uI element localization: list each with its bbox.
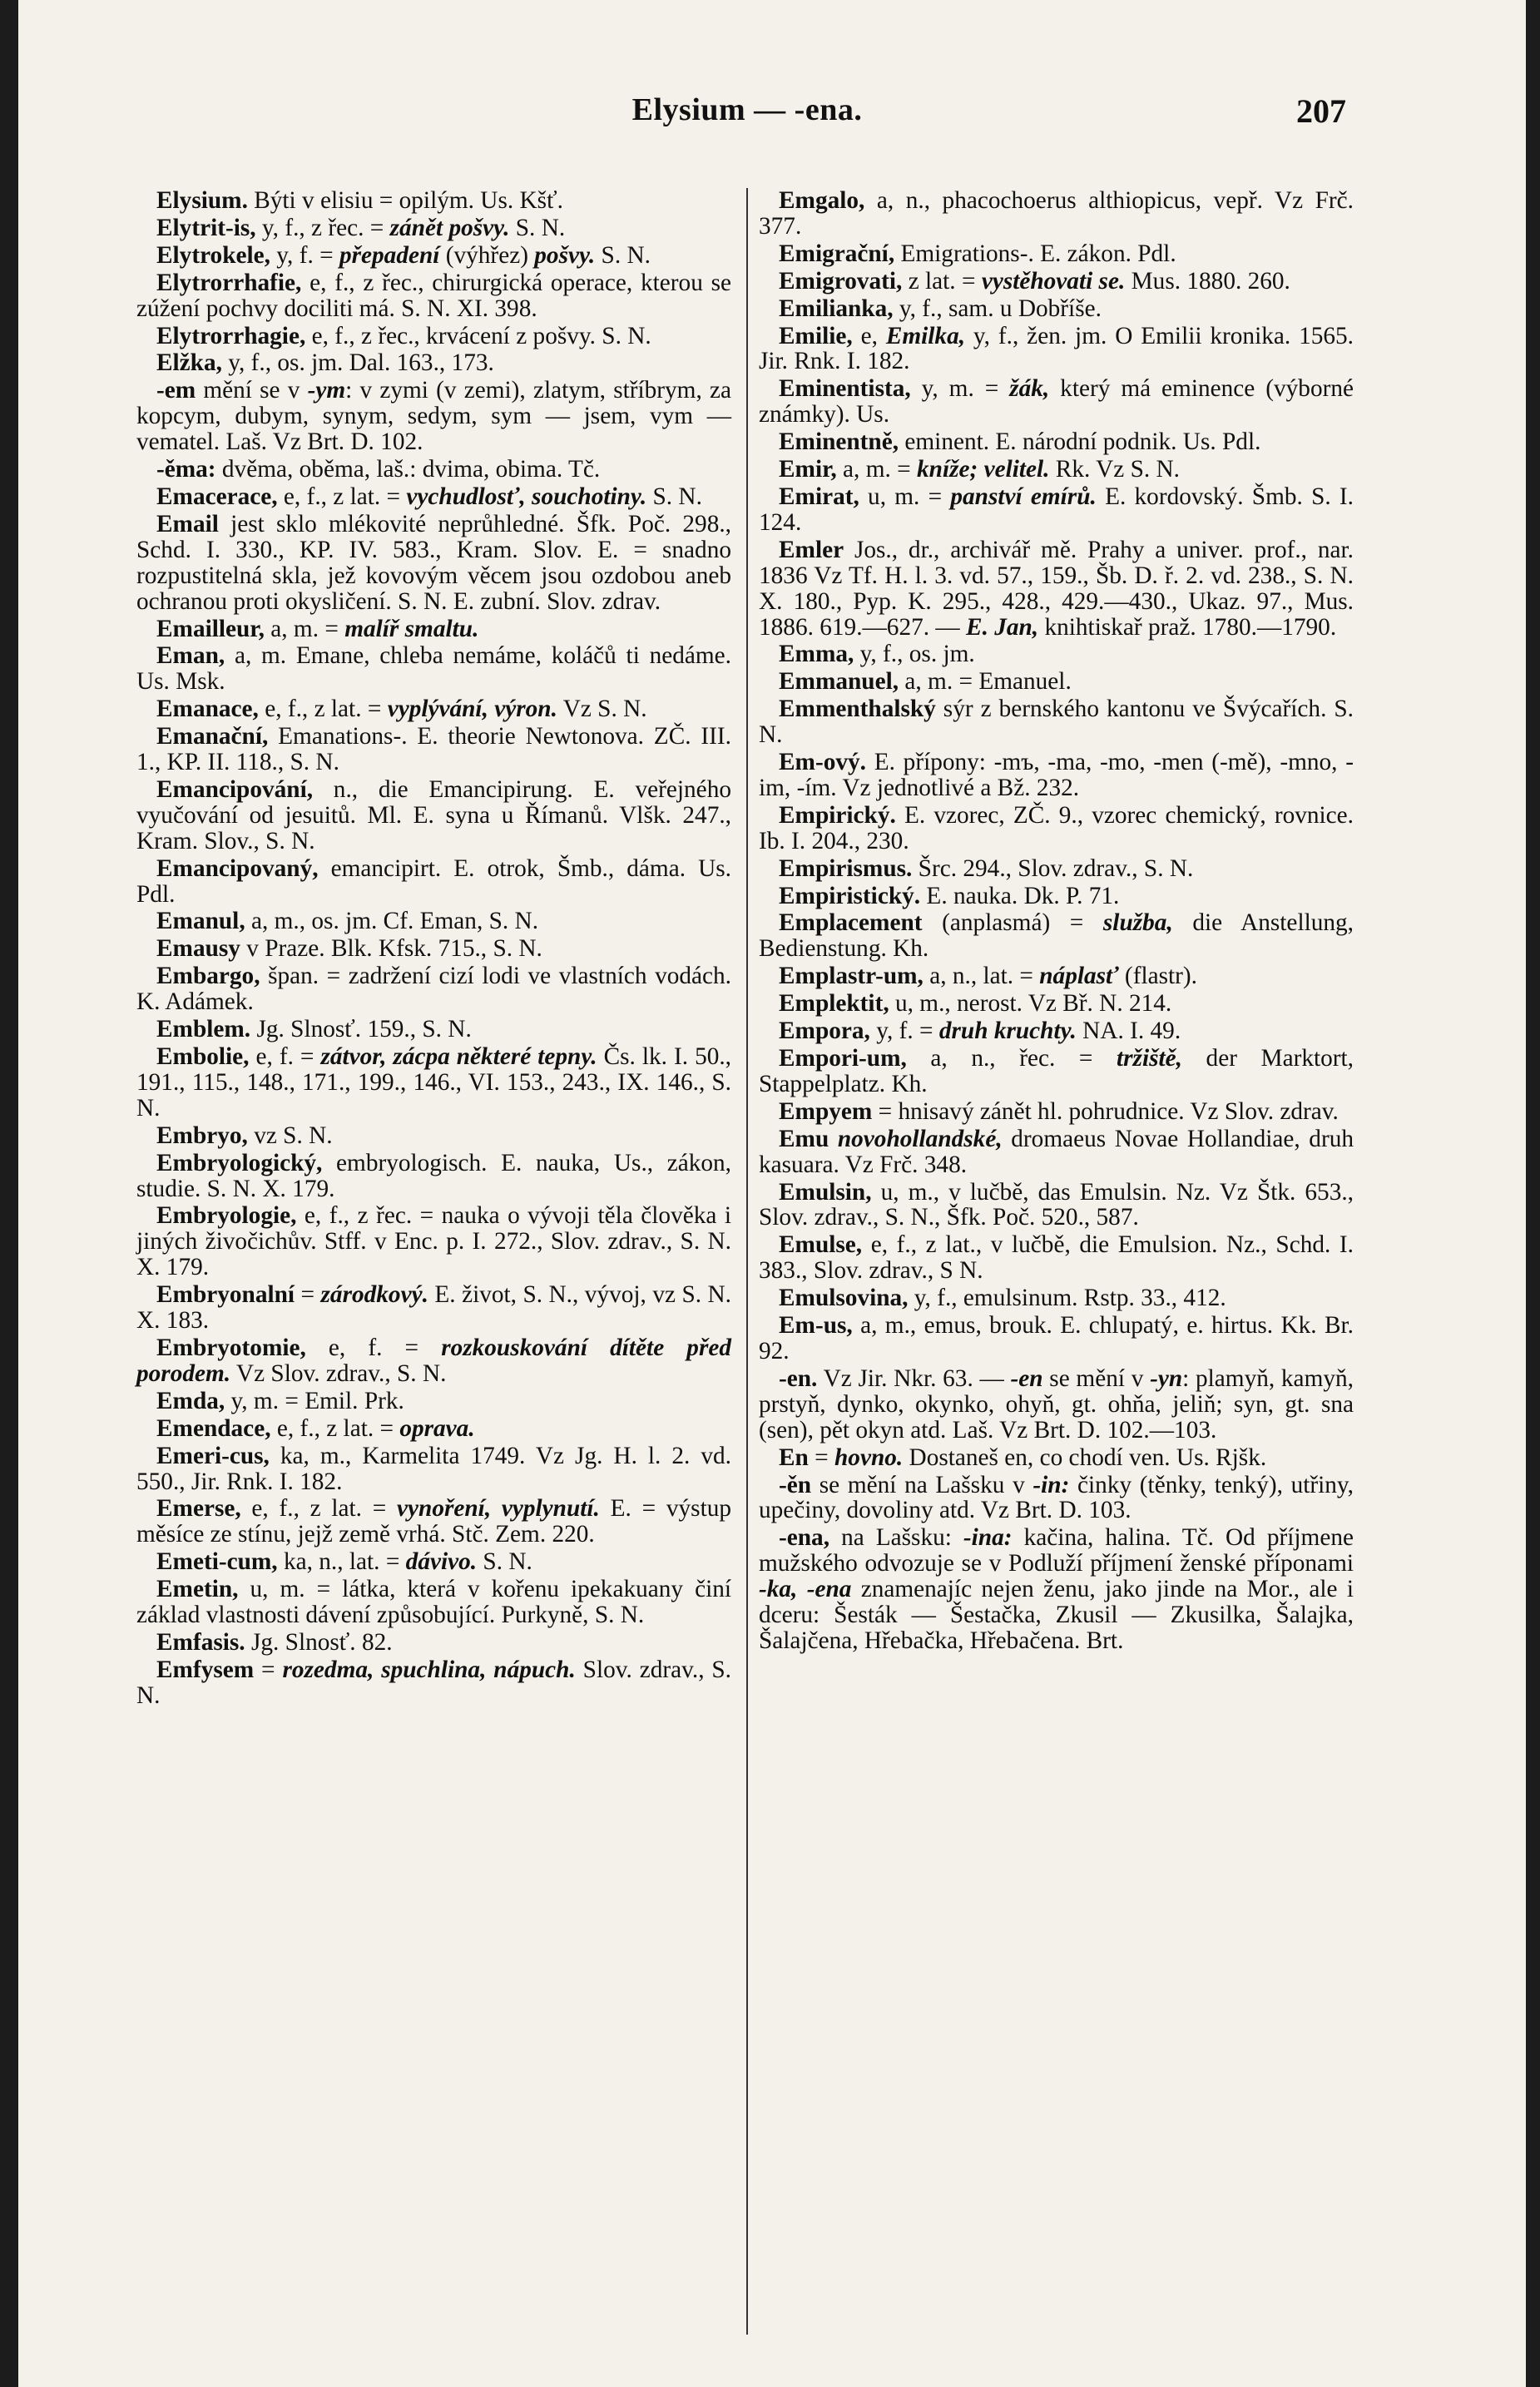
dictionary-entry (136, 512, 731, 615)
dictionary-entry (136, 1335, 731, 1387)
entry-text: Emigrations-. E. zákon. Pdl. (894, 240, 1176, 267)
entry-text: u, m., v lučbě, das Emulsin. Nz. Vz Štk. 653., Slov. zdrav., S. N., Šfk. Poč. 520., 587. (759, 1178, 1354, 1231)
entry-text: znamenajíc nejen ženu, jako jinde na Mor., ale i dceru: Šesták — Šestačka, Zkusil — Zkusilka, Šalajka, Šalajčena, Hřebačka, Hřebačena. Brt. (759, 1576, 1354, 1654)
entry-headword: -ena, (779, 1524, 830, 1552)
entry-headword: Embolie, (156, 1043, 250, 1070)
column-divider (746, 188, 748, 2335)
entry-headword: Emgalo, (779, 187, 865, 214)
entry-text: Čs. lk. I. 50., 191., 115., 148., 171., 199., 146., VI. 153., 243., IX. 146., S. N. (136, 1043, 732, 1122)
dictionary-entry (136, 617, 731, 642)
entry-headword: Emfasis. (156, 1628, 245, 1656)
dictionary-entry (136, 909, 731, 934)
dictionary-entry (759, 750, 1354, 801)
dictionary-entry (136, 936, 731, 962)
entry-text: (výhřez) (439, 241, 535, 269)
entry-headword: Emplacement (779, 909, 923, 937)
entry-text: mění se v (196, 377, 308, 404)
dictionary-entry (759, 1445, 1354, 1471)
entry-text: Jg. Slnosť. 82. (245, 1628, 393, 1656)
entry-text: a, n., řec. = (906, 1045, 1117, 1072)
entry-text: y, m. = Emil. Prk. (225, 1387, 404, 1414)
entry-text: Šrc. 294., Slov. zdrav., S. N. (912, 854, 1194, 882)
entry-gloss: přepadení (339, 241, 440, 269)
entry-gloss: služba, (1102, 909, 1173, 937)
entry-headword: Embryo, (156, 1122, 248, 1149)
entry-text: činky (těnky, tenký), utřiny, upečiny, dovoliny atd. Vz Brt. D. 103. (759, 1471, 1354, 1524)
dictionary-entry (136, 724, 731, 775)
dictionary-entry (759, 188, 1354, 240)
entry-headword: -ěn (779, 1471, 812, 1498)
entry-text: y, f., žen. jm. O Emilii kronika. 1565. Jir. Rnk. I. 182. (759, 322, 1354, 375)
dictionary-entry (136, 484, 731, 510)
entry-text (797, 1576, 806, 1602)
entry-text: emancipirt. E. otrok, Šmb., dáma. Us. Pdl. (136, 854, 731, 908)
entry-gloss: E. Jan, (966, 613, 1039, 641)
entry-text: e, f. = (305, 1334, 442, 1361)
dictionary-entry (759, 1232, 1354, 1284)
entry-text: špan. = zadržení cizí lodi ve vlastních vodách. K. Adámek. (136, 963, 731, 1016)
entry-text: y, f., emulsinum. Rstp. 33., 412. (908, 1285, 1226, 1312)
entry-headword: Elysium. (156, 187, 248, 214)
dictionary-entry (759, 669, 1354, 695)
entry-text: Vz S. N. (557, 696, 647, 723)
entry-text: S. N. (509, 214, 566, 241)
running-head: Elysium — -ena. (631, 92, 863, 127)
entry-text: y, f. = (869, 1018, 939, 1045)
dictionary-entry (136, 215, 731, 241)
entry-gloss: -ym (307, 377, 346, 404)
entry-text: y, f., sam. u Dobříše. (893, 295, 1102, 322)
dictionary-entry (136, 777, 731, 854)
entry-text: kačina, halina. Tč. Od příjmene mužského odvozuje se v Podluží příjmení ženské příponami (759, 1524, 1354, 1577)
entry-text: Slov. zdrav., S. N. (136, 1656, 732, 1709)
dictionary-entry (136, 696, 731, 722)
dictionary-entry (759, 457, 1354, 483)
entry-text: e, f., z lat. = (240, 1495, 398, 1523)
entry-text: e, f., z lat. = (277, 483, 407, 510)
entry-text: E. vzorec, ZČ. 9., vzorec chemický, rovnice. Ib. I. 204., 230. (759, 801, 1354, 854)
entry-text: se mění v (1042, 1364, 1151, 1392)
dictionary-entry (136, 378, 731, 455)
entry-text: Rk. Vz S. N. (1049, 456, 1181, 483)
dictionary-entry (136, 1151, 731, 1202)
entry-headword: Empirismus. (779, 854, 913, 882)
entry-headword: Emanační, (156, 723, 269, 750)
entry-gloss: novohollandské, (837, 1125, 1003, 1152)
entry-text: S. N. (646, 483, 702, 510)
entry-text: se mění na Lašsku v (811, 1471, 1033, 1498)
dictionary-entry (759, 484, 1354, 536)
dictionary-entry (136, 1657, 731, 1709)
entry-text: = (808, 1444, 835, 1471)
dictionary-entry (136, 1416, 731, 1442)
dictionary-entry (136, 457, 731, 483)
entry-headword: Embryonalní (156, 1281, 295, 1309)
entry-text: ka, n., lat. = (277, 1548, 406, 1576)
entry-headword: Elytrorrhafie, (156, 269, 302, 296)
dictionary-entry (759, 963, 1354, 989)
entry-text: ka, m., Karmelita 1749. Vz Jg. H. l. 2. vd. 550., Jir. Rnk. I. 182. (136, 1442, 731, 1495)
dictionary-entry (136, 1282, 731, 1334)
dictionary-entry (759, 910, 1354, 962)
entry-gloss: rozkouskování dítěte před porodem. (136, 1334, 731, 1387)
entry-headword: Elytrokele, (156, 241, 270, 269)
entry-headword: Emulsovina, (779, 1285, 909, 1312)
right-column (759, 188, 1354, 1656)
entry-gloss: malíř smaltu. (344, 615, 479, 642)
page-header (148, 92, 1346, 141)
entry-headword: Emendace, (156, 1414, 271, 1442)
entry-gloss: oprava. (399, 1414, 475, 1442)
dictionary-entry (136, 1496, 731, 1548)
page-number: 207 (1296, 92, 1346, 130)
dictionary-entry (759, 991, 1354, 1017)
entry-gloss: zátvor, zácpa některé tepny. (320, 1043, 597, 1070)
entry-text: : plamyň, kamyň, prstyň, dynko, okynko, ohyň, gt. ohňa, jeliň; syn, gt. sna (sen), pět okyn atd. Laš. Vz Brt. D. 102.—103. (759, 1364, 1354, 1444)
entry-text: Jg. Slnosť. 159., S. N. (250, 1016, 472, 1043)
entry-headword: Embryologie, (156, 1202, 297, 1230)
entry-headword: Elytrit-is, (156, 214, 256, 241)
dictionary-entry (759, 1366, 1354, 1444)
entry-text: dvěma, oběma, laš.: dvima, obima. Tč. (215, 456, 601, 483)
entry-headword: Elytrorrhagie, (156, 322, 306, 349)
entry-headword: Empyem (779, 1097, 873, 1125)
entry-headword: Emancipování, (156, 775, 314, 803)
entry-headword: Emanace, (156, 696, 259, 723)
entry-text: eminent. E. národní podnik. Us. Pdl. (899, 428, 1261, 456)
entry-text: e, f., z lat. = (270, 1414, 400, 1442)
entry-headword: Empirický. (779, 801, 896, 829)
entry-gloss: kníže; velitel. (917, 456, 1050, 483)
entry-text: a, m. Emane, chleba nemáme, koláčů ti nedáme. Us. Msk. (136, 642, 731, 696)
entry-text: a, m. = (264, 615, 345, 642)
entry-text: E. život, S. N., vývoj, vz S. N. X. 183. (136, 1281, 732, 1335)
entry-text: v Praze. Blk. Kfsk. 715., S. N. (240, 935, 542, 963)
entry-headword: Empori-um, (779, 1045, 907, 1072)
dictionary-entry (136, 1203, 731, 1280)
entry-gloss: -ka, (759, 1576, 798, 1603)
entry-headword: Emplektit, (779, 990, 889, 1018)
entry-gloss: -in: (1032, 1471, 1070, 1498)
dictionary-entry (759, 696, 1354, 748)
entry-text: (flastr). (1118, 963, 1197, 990)
entry-headword: Empora, (779, 1018, 870, 1045)
entry-text: = (254, 1656, 283, 1683)
entry-headword: Emu (779, 1125, 829, 1152)
entry-headword: Emma, (779, 641, 854, 668)
entry-text: e, f., z lat. = (258, 696, 388, 723)
entry-headword: -ěma: (156, 456, 216, 483)
dictionary-entry (136, 1630, 731, 1656)
entry-text: E. nauka. Dk. P. 71. (920, 882, 1120, 909)
entry-text: S. N. (595, 241, 651, 269)
entry-headword: Emeti-cum, (156, 1548, 278, 1576)
entry-headword: En (779, 1444, 809, 1471)
entry-headword: Emacerace, (156, 483, 278, 510)
dictionary-entry (759, 1180, 1354, 1231)
entry-headword: -em (156, 377, 196, 404)
dictionary-entry (759, 803, 1354, 854)
entry-text: n., die Emancipirung. E. veřejného vyučování od jesuitů. Ml. E. syna u Římanů. Vlšk. 247., Kram. Slov., S. N. (136, 775, 731, 854)
entry-text (829, 1126, 838, 1152)
dictionary-entry (136, 856, 731, 908)
dictionary-entry (759, 1313, 1354, 1364)
dictionary-entry (759, 1046, 1354, 1097)
entry-gloss: -en (1010, 1364, 1043, 1392)
entry-headword: Eminentně, (779, 428, 899, 456)
entry-headword: Eminentista, (779, 375, 911, 403)
entry-text: y, f. = (270, 241, 339, 269)
dictionary-entry (136, 243, 731, 269)
entry-text: NA. I. 49. (1076, 1018, 1181, 1045)
entry-text: Jos., dr., archivář mě. Prahy a univer. prof., nar. 1836 Vz Tf. H. l. 3. vd. 57., 159., Šb. D. ř. 2. vd. 238., S. N. X. 180., Pyp. K. 295., 428., 429.—430., Ukaz. 97., Mus. 1886. 619.—627. — (759, 536, 1354, 641)
entry-text: die Anstellung, Bedienstung. Kh. (759, 909, 1354, 963)
entry-headword: Eman, (156, 642, 225, 670)
dictionary-entry (759, 884, 1354, 909)
entry-gloss: -ina: (963, 1524, 1013, 1552)
dictionary-entry (136, 1044, 731, 1122)
dictionary-entry (136, 324, 731, 349)
entry-gloss: -ena (806, 1576, 852, 1603)
dictionary-entry (759, 1525, 1354, 1654)
dictionary-entry (759, 324, 1354, 375)
dictionary-entry (136, 350, 731, 376)
entry-gloss: vystěhovati se. (981, 267, 1126, 295)
entry-headword: Emeri-cus, (156, 1442, 270, 1469)
entry-headword: Emerse, (156, 1495, 241, 1523)
entry-gloss: zánět pošvy. (389, 214, 510, 241)
entry-text: e, f. = (249, 1043, 321, 1070)
entry-headword: -en. (779, 1364, 818, 1392)
dictionary-entry (759, 537, 1354, 641)
entry-text: vz S. N. (247, 1122, 333, 1149)
entry-headword: Emigrovati, (779, 267, 903, 295)
entry-gloss: rozedma, spuchlina, nápuch. (282, 1656, 576, 1683)
entry-gloss: tržiště, (1117, 1045, 1182, 1072)
entry-text: e, f., z řec. = nauka o vývoji těla člověka i jiných živočichův. Stff. v Enc. p. I. 272., Slov. zdrav., S. N. X. 179. (136, 1202, 731, 1281)
dictionary-entry (136, 1123, 731, 1149)
entry-text: Emanations-. E. theorie Newtonova. ZČ. III. 1., KP. II. 118., S. N. (136, 723, 731, 776)
dictionary-entry (136, 1389, 731, 1414)
entry-gloss: vyplývání, výron. (387, 696, 557, 723)
entry-text: : v zymi (v zemi), zlatym, stříbrym, za kopcym, dubym, synym, sedym, sym — jsem, vym — vematel. Laš. Vz Brt. D. 102. (136, 377, 731, 456)
entry-headword: Emilianka, (779, 295, 894, 322)
entry-text: a, n., lat. = (923, 963, 1040, 990)
entry-text: y, f., os. jm. Dal. 163., 173. (221, 349, 494, 377)
entry-gloss: pošvy. (534, 241, 596, 269)
entry-text: = hnisavý zánět hl. pohrudnice. Vz Slov. zdrav. (872, 1097, 1339, 1125)
entry-text: y, m. = (910, 375, 1010, 403)
entry-text: dromaeus Novae Hollandiae, druh kasuara. Vz Frč. 348. (759, 1125, 1354, 1178)
entry-text: S. N. (477, 1548, 532, 1576)
entry-headword: Emir, (779, 456, 837, 483)
left-column (136, 188, 731, 1711)
entry-headword: Embargo, (156, 963, 260, 990)
entry-text: y, f., os. jm. (854, 641, 975, 668)
dictionary-entry (759, 1127, 1354, 1178)
entry-gloss: hovno. (834, 1444, 904, 1471)
dictionary-entry (136, 188, 731, 214)
entry-gloss: vynoření, vyplynutí. (397, 1495, 600, 1523)
entry-headword: Emigrační, (779, 240, 895, 267)
entry-text: e, f., z řec., chirurgická operace, kterou se zúžení pochvy dociliti má. S. N. XI. 398. (136, 269, 731, 322)
entry-headword: Em-us, (779, 1312, 853, 1340)
entry-text: Vz Jir. Nkr. 63. — (817, 1364, 1011, 1392)
dictionary-entry (136, 963, 731, 1015)
dictionary-entry (136, 1017, 731, 1042)
entry-text: u, m. = (859, 483, 951, 510)
entry-headword: Emmenthalský (779, 696, 936, 723)
entry-headword: Emplastr-um, (779, 963, 924, 990)
entry-headword: Emetin, (156, 1576, 239, 1603)
entry-text: který má eminence (výborné známky). Us. (759, 375, 1354, 428)
dictionary-entry (759, 1099, 1354, 1125)
entry-text: Mus. 1880. 260. (1125, 267, 1290, 295)
dictionary-entry (759, 296, 1354, 322)
entry-text: a, m., emus, brouk. E. chlupatý, e. hirtus. Kk. Br. 92. (759, 1312, 1354, 1364)
entry-headword: Emancipovaný, (156, 854, 319, 882)
dictionary-entry (759, 241, 1354, 267)
entry-text: y, f., z řec. = (255, 214, 390, 241)
entry-text: Býti v elisiu = opilým. Us. Kšť. (247, 187, 563, 214)
entry-headword: Emulsin, (779, 1178, 872, 1206)
entry-gloss: panství emírů. (950, 483, 1097, 510)
entry-headword: Email (156, 510, 219, 537)
entry-text: e, (852, 322, 886, 349)
entry-text: Vz Slov. zdrav., S. N. (230, 1359, 447, 1387)
entry-text: e, f., z řec., krvácení z pošvy. S. N. (305, 322, 651, 349)
entry-text: der Marktort, Stappelplatz. Kh. (759, 1045, 1354, 1097)
entry-headword: Em-ový. (779, 749, 866, 776)
dictionary-entry (759, 269, 1354, 295)
entry-headword: Emmanuel, (779, 668, 899, 696)
dictionary-entry (136, 270, 731, 322)
entry-text: a, m. = (836, 456, 917, 483)
entry-headword: Elžka, (156, 349, 222, 377)
dictionary-entry (759, 1473, 1354, 1524)
dictionary-entry (759, 1018, 1354, 1044)
entry-headword: Emilie, (779, 322, 853, 349)
entry-gloss: náplasť (1039, 963, 1119, 990)
dictionary-entry (759, 1285, 1354, 1311)
dictionary-entry (136, 1444, 731, 1495)
entry-text: a, n., phacochoerus althiopicus, vepř. Vz Frč. 377. (759, 187, 1354, 240)
entry-headword: Empiristický. (779, 882, 921, 909)
entry-headword: Emailleur, (156, 615, 265, 642)
entry-text: a, m. = Emanuel. (899, 668, 1072, 696)
entry-text: u, m., nerost. Vz Bř. N. 214. (889, 990, 1172, 1018)
entry-headword: Emblem. (156, 1016, 251, 1043)
entry-text: E. kordovský. Šmb. S. I. 124. (759, 483, 1354, 536)
entry-text: e, f., z lat., v lučbě, die Emulsion. Nz., Schd. I. 383., Slov. zdrav., S N. (759, 1231, 1354, 1285)
entry-text: na Lašsku: (829, 1524, 963, 1552)
entry-text: u, m. = látka, která v kořenu ipekakuany činí základ vlastnosti dávení způsobující. Purkyně, S. N. (136, 1576, 731, 1629)
entry-text: knihtiskař praž. 1780.—1790. (1038, 613, 1337, 641)
dictionary-entry (136, 1577, 731, 1628)
entry-text: = (295, 1281, 321, 1309)
entry-headword: Emausy (156, 935, 240, 963)
entry-headword: Embryotomie, (156, 1334, 306, 1361)
entry-headword: Embryologický, (156, 1149, 323, 1176)
entry-headword: Emirat, (779, 483, 859, 510)
entry-gloss: Emilka, (885, 322, 966, 349)
dictionary-entry (136, 1549, 731, 1575)
entry-headword: Emda, (156, 1387, 225, 1414)
entry-gloss: zárodkový. (320, 1281, 428, 1309)
entry-text: sýr z bernského kantonu ve Švýcařích. S. N. (759, 696, 1354, 749)
entry-gloss: druh kruchty. (938, 1018, 1077, 1045)
entry-text: (anplasmá) = (922, 909, 1103, 937)
entry-text: a, m., os. jm. Cf. Eman, S. N. (245, 908, 539, 935)
entry-headword: Emler (779, 536, 844, 563)
dictionary-page (18, 0, 1526, 2387)
entry-headword: Emanul, (156, 908, 245, 935)
entry-gloss: dávivo. (405, 1548, 478, 1576)
entry-text: Dostaneš en, co chodí ven. Us. Rjšk. (903, 1444, 1267, 1471)
dictionary-entry (136, 643, 731, 695)
entry-gloss: vychudlosť, souchotiny. (406, 483, 647, 510)
entry-text: jest sklo mlékovité neprůhledné. Šfk. Poč. 298., Schd. I. 330., KP. IV. 583., Kram. Slov. E. = snadno rozpustitelná skla, jež kovovým věcem jsou ozdobou aneb ochranou proti okysličení. S. N. E. zubní. Slov. zdrav. (136, 510, 731, 615)
entry-headword: Emulse, (779, 1231, 863, 1259)
entry-text: z lat. = (902, 267, 982, 295)
dictionary-entry (759, 856, 1354, 882)
dictionary-entry (759, 429, 1354, 455)
entry-gloss: žák, (1009, 375, 1050, 403)
entry-headword: Emfysem (156, 1656, 255, 1683)
entry-text: E. = výstup měsíce ze stínu, jejž země vrhá. Stč. Zem. 220. (136, 1495, 732, 1548)
entry-gloss: -yn (1150, 1364, 1183, 1392)
entry-text: embryologisch. E. nauka, Us., zákon, studie. S. N. X. 179. (136, 1149, 731, 1202)
dictionary-entry (759, 641, 1354, 667)
entry-text: E. přípony: -mъ, -ma, -mo, -men (-mě), -mno, -im, -ím. Vz jednotlivé a Bž. 232. (759, 749, 1354, 801)
dictionary-entry (759, 376, 1354, 428)
